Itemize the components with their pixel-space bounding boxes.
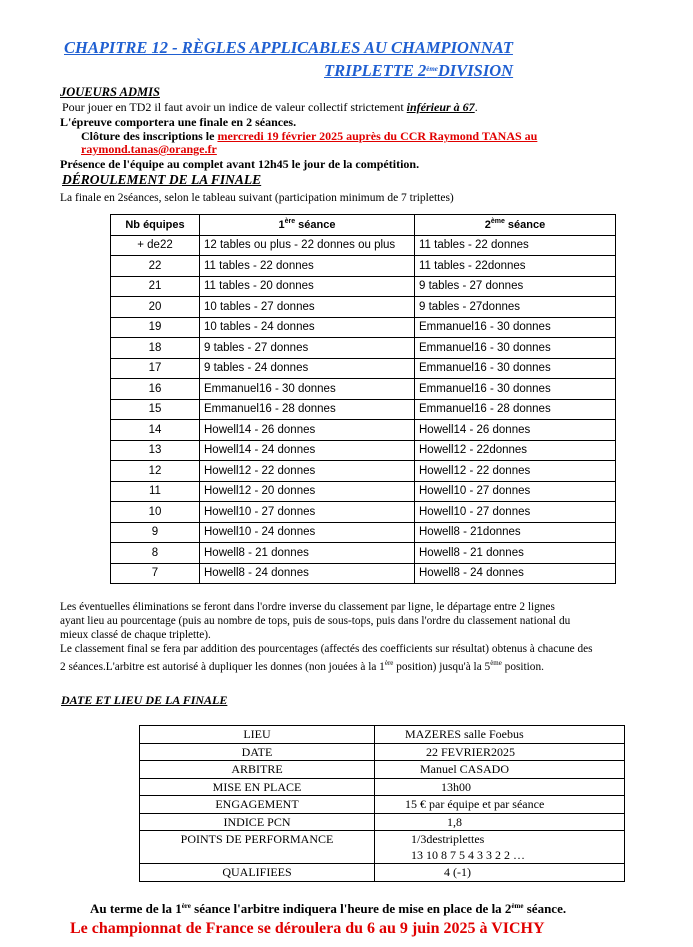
header-seance-1-label: séance [295,219,336,232]
seance-2-cell: Howell12 - 22donnes [415,440,616,461]
table-row [111,461,616,482]
header-nb-equipes: Nb équipes [111,215,200,236]
seance-2-cell: Emmanuel16 - 30 donnes [415,379,616,400]
table-row [111,379,616,400]
info-value-line: 22 FEVRIER2025 [405,744,516,759]
seance-1-cell: Howell10 - 24 donnes [200,522,415,543]
seance-2-cell: Howell8 - 24 donnes [415,563,616,584]
seance-1-cell: Emmanuel16 - 28 donnes [200,399,415,420]
email-link[interactable]: raymond.tanas@orange.fr [81,142,217,156]
classement-line2-a: 2 séances.L'arbitre est autorisé à dupliquer les donnes (non jouées à la 1 [60,661,385,673]
seance-1-cell: Howell8 - 24 donnes [200,563,415,584]
seance-1-cell: 10 tables - 24 donnes [200,317,415,338]
nb-equipes-cell: 19 [111,317,200,338]
seance-2-cell: Howell14 - 26 donnes [415,420,616,441]
seance-1-cell: 9 tables - 24 donnes [200,358,415,379]
table-row [111,399,616,420]
info-label: QUALIFIEES [140,864,375,882]
info-value-line: MAZERES salle Foebus [405,727,524,741]
table-row [111,358,616,379]
joueurs-line1-emphasis: inférieur à 67 [406,100,475,114]
joueurs-line5: Présence de l'équipe au complet avant 12h45 le jour de la compétition. [60,157,420,171]
info-value [375,796,625,814]
nb-equipes-cell: 16 [111,379,200,400]
footer-note-sup1: ère [181,902,191,910]
seance-2-cell: Emmanuel16 - 30 donnes [415,358,616,379]
date-lieu-table [139,725,625,882]
nb-equipes-cell: 17 [111,358,200,379]
nb-equipes-cell: 18 [111,338,200,359]
info-value-line: Manuel CASADO [405,762,509,776]
joueurs-line1-post: . [474,100,478,114]
classement-line2-b: position) jusqu'à la 5 [393,661,491,673]
title-line2-sup: ème [426,65,438,73]
nb-equipes-cell: 15 [111,399,200,420]
table-row [140,743,625,761]
seance-2-cell: Howell8 - 21donnes [415,522,616,543]
table-row [111,543,616,564]
info-value [375,813,625,831]
info-value-line: 1,8 [405,814,462,829]
joueurs-line3-red: mercredi 19 février 2025 auprès du CCR Raymond TANAS au [217,129,538,143]
joueurs-line1-text: Pour jouer en TD2 il faut avoir un indice de valeur collectif strictement [62,100,407,114]
table-row [111,297,616,318]
deroulement-heading: DÉROULEMENT DE LA FINALE [62,172,262,187]
classement-line1: Le classement final se fera par addition des pourcentages (affectés des coefficients sur résultat) obtenus à chacune des [60,643,593,655]
nb-equipes-cell: 10 [111,502,200,523]
championnat-france-notice: Le championnat de France se déroulera du 6 au 9 juin 2025 à VICHY [70,920,545,937]
info-value-line: 1/3destriplettes [405,832,485,846]
info-label: LIEU [140,726,375,744]
table-row [111,420,616,441]
nb-equipes-cell: 13 [111,440,200,461]
table-row [140,761,625,779]
page-title [64,38,513,58]
header-seance-2 [415,215,616,236]
nb-equipes-cell: 7 [111,563,200,584]
info-value [375,831,625,864]
seance-1-cell: 11 tables - 20 donnes [200,276,415,297]
seance-1-cell: Howell8 - 21 donnes [200,543,415,564]
table-row [140,831,625,864]
deroulement-intro: La finale en 2séances, selon le tableau suivant (participation minimum de 7 triplettes) [60,192,454,204]
footer-note-sup2: ème [511,902,524,910]
seance-2-cell: Emmanuel16 - 30 donnes [415,317,616,338]
seance-2-cell: Howell10 - 27 donnes [415,502,616,523]
seance-2-cell: 11 tables - 22 donnes [415,235,616,256]
date-lieu-heading: DATE ET LIEU DE LA FINALE [61,693,228,707]
seance-2-cell: Emmanuel16 - 30 donnes [415,338,616,359]
seance-2-cell: Howell10 - 27 donnes [415,481,616,502]
nb-equipes-cell: 20 [111,297,200,318]
classement-line2 [60,656,593,674]
seance-2-cell: Howell12 - 22 donnes [415,461,616,482]
seance-1-cell: Howell12 - 22 donnes [200,461,415,482]
table-row [140,726,625,744]
seance-2-cell: 11 tables - 22donnes [415,256,616,277]
info-label: DATE [140,743,375,761]
info-value [375,864,625,882]
footer-note-b: séance l'arbitre indiquera l'heure de mise en place de la 2 [190,901,512,916]
nb-equipes-cell: 22 [111,256,200,277]
footer-note-a: Au terme de la 1 [90,901,182,916]
table-row [111,481,616,502]
header-seance-1-sup: ère [284,218,296,226]
table-row [140,813,625,831]
nb-equipes-cell: 14 [111,420,200,441]
seance-1-cell: 11 tables - 22 donnes [200,256,415,277]
table-row [111,522,616,543]
seance-1-cell: Howell12 - 20 donnes [200,481,415,502]
table-row [111,502,616,523]
classement-line2-c: position. [501,661,544,673]
info-value [375,743,625,761]
table-row [111,563,616,584]
info-value-line: 4 (-1) [405,865,471,879]
eliminations-line3: mieux classé de chaque triplette). [60,629,211,641]
eliminations-paragraph [60,600,593,674]
page-title-line2 [294,61,513,81]
info-value-line: 13h00 [405,779,471,794]
seance-1-cell: 12 tables ou plus - 22 donnes ou plus [200,235,415,256]
classement-line2-sup1: ère [384,659,394,667]
nb-equipes-cell: 12 [111,461,200,482]
info-label: ARBITRE [140,761,375,779]
table-row [111,276,616,297]
seance-2-cell: Emmanuel16 - 28 donnes [415,399,616,420]
seance-1-cell: Emmanuel16 - 30 donnes [200,379,415,400]
nb-equipes-cell: 9 [111,522,200,543]
seance-1-cell: Howell10 - 27 donnes [200,502,415,523]
seances-table [110,214,616,584]
joueurs-heading: JOUEURS ADMIS [60,85,160,99]
info-value-line-2: 13 10 8 7 5 4 3 3 2 2 … [405,848,525,862]
info-value [375,726,625,744]
seance-2-cell: Howell8 - 21 donnes [415,543,616,564]
table-row [140,778,625,796]
joueurs-line2: L'épreuve comportera une finale en 2 séances. [60,115,297,129]
info-label: INDICE PCN [140,813,375,831]
nb-equipes-cell: 11 [111,481,200,502]
header-seance-1-num: 1 [278,219,285,232]
table-row [111,235,616,256]
seance-2-cell: 9 tables - 27 donnes [415,276,616,297]
classement-line2-sup2: ème [490,659,502,667]
eliminations-line2: ayant lieu au pourcentage (puis au nombre de tops, puis de sous-tops, puis dans l'ordre du classement national du [60,615,571,627]
title-line1: CHAPITRE 12 - RÈGLES APPLICABLES AU CHAMPIONNAT [64,38,513,57]
table-row [111,338,616,359]
footer-note-c: séance. [523,901,567,916]
footer-note [90,901,566,917]
header-seance-1 [200,215,415,236]
seance-1-cell: Howell14 - 24 donnes [200,440,415,461]
info-label: MISE EN PLACE [140,778,375,796]
seance-1-cell: 9 tables - 27 donnes [200,338,415,359]
table-row [140,864,625,882]
nb-equipes-cell: + de22 [111,235,200,256]
info-value [375,761,625,779]
nb-equipes-cell: 8 [111,543,200,564]
table-row [111,440,616,461]
info-value-line: 15 € par équipe et par séance [405,797,545,811]
nb-equipes-cell: 21 [111,276,200,297]
header-seance-2-label: séance [504,219,546,232]
title-line2-post: DIVISION [437,61,514,80]
table-row [140,796,625,814]
eliminations-line1: Les éventuelles éliminations se feront dans l'ordre inverse du classement par ligne, le départage entre 2 lignes [60,601,555,613]
info-value [375,778,625,796]
joueurs-line1 [62,100,478,115]
title-line2-text: TRIPLETTE 2 [324,61,427,80]
seance-2-cell: 9 tables - 27donnes [415,297,616,318]
info-label: POINTS DE PERFORMANCE [140,831,375,864]
seance-1-cell: 10 tables - 27 donnes [200,297,415,318]
seance-1-cell: Howell14 - 26 donnes [200,420,415,441]
seances-table-header [111,215,616,236]
table-row [111,317,616,338]
joueurs-line3-text: Clôture des inscriptions le [81,129,218,143]
header-seance-2-num: 2 [484,219,491,232]
header-seance-2-sup: ème [490,218,505,226]
table-row [111,256,616,277]
info-label: ENGAGEMENT [140,796,375,814]
